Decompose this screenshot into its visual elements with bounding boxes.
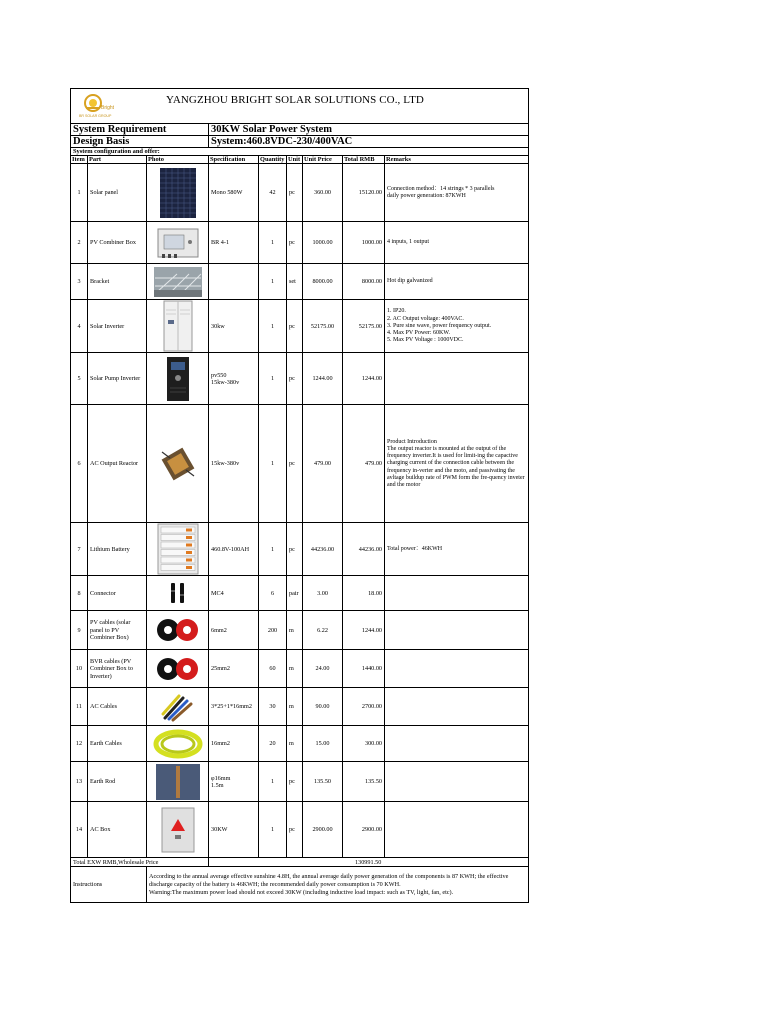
remark-line: Total power：46KWH — [387, 545, 443, 552]
quantity: 1 — [259, 802, 287, 858]
table-row — [71, 688, 529, 726]
earth-rod-photo — [149, 763, 206, 801]
remark-line: 4 inputs, 1 output — [387, 239, 430, 246]
quantity: 1 — [259, 405, 287, 523]
remark-line: 2. AC Output voltage: 400VAC. — [387, 315, 464, 322]
ac-box-photo — [149, 807, 206, 853]
unit-price: 360.00 — [303, 164, 343, 222]
total-rmb: 52175.00 — [343, 300, 385, 353]
column-header: Unit — [287, 156, 303, 164]
quotation-sheet — [70, 88, 528, 903]
specification: 3*25+1*16mm2 — [209, 688, 259, 726]
total-rmb: 300.00 — [343, 726, 385, 762]
part-name: PV cables (solar panel to PV Combiner Box) — [88, 611, 147, 650]
unit: pc — [287, 353, 303, 405]
unit-price: 15.00 — [303, 726, 343, 762]
unit: pc — [287, 164, 303, 222]
item-number: 6 — [71, 405, 88, 523]
remarks — [385, 264, 529, 300]
total-rmb: 15120.00 — [343, 164, 385, 222]
remark-line: Product Introduction — [387, 438, 437, 445]
unit-price: 90.00 — [303, 688, 343, 726]
unit: pc — [287, 802, 303, 858]
remarks — [385, 762, 529, 802]
inverter-photo — [149, 300, 206, 352]
unit: pc — [287, 222, 303, 264]
part-name: Solar panel — [88, 164, 147, 222]
pv-cable-photo — [149, 615, 206, 645]
ac-cable-photo — [149, 692, 206, 722]
specification-line: 15kw-380v — [211, 378, 240, 386]
part-name: Bracket — [88, 264, 147, 300]
remarks — [385, 353, 529, 405]
specification: 25mm2 — [209, 650, 259, 688]
remarks — [385, 576, 529, 611]
item-number: 1 — [71, 164, 88, 222]
table-row — [71, 726, 529, 762]
company-logo — [77, 92, 117, 120]
part-name: Solar Inverter — [88, 300, 147, 353]
column-header-row — [71, 156, 529, 164]
column-header: Quantity — [260, 156, 285, 163]
logo-text: BR SOLAR GROUP — [79, 114, 112, 118]
item-number: 4 — [71, 300, 88, 353]
remark-line: 1. IP20. — [387, 308, 406, 315]
specification: 6mm2 — [209, 611, 259, 650]
unit-price: 2900.00 — [303, 802, 343, 858]
remark-line: 4. Max PV Power: 60KW. — [387, 330, 451, 336]
combiner-box-photo — [149, 227, 206, 259]
unit: pc — [287, 300, 303, 353]
unit-price: 1244.00 — [303, 353, 343, 405]
part-name: Connector — [88, 576, 147, 611]
photo-cell — [147, 523, 209, 576]
quantity: 42 — [259, 164, 287, 222]
column-header: Part — [88, 156, 147, 164]
title-row — [71, 89, 529, 124]
total-rmb: 2900.00 — [343, 802, 385, 858]
unit: m — [287, 650, 303, 688]
remarks — [385, 164, 529, 222]
table-row — [71, 300, 529, 353]
unit: pc — [287, 762, 303, 802]
unit: m — [287, 611, 303, 650]
unit: pc — [287, 523, 303, 576]
instructions-line: Warning:The maximum power load should not exceed 30KW (including inductive load impact: such as TV, light, fan, etc). — [149, 888, 454, 896]
table-row — [71, 353, 529, 405]
total-rmb: 1244.00 — [343, 353, 385, 405]
specification: MC4 — [209, 576, 259, 611]
unit: set — [287, 264, 303, 300]
total-rmb: 479.00 — [343, 405, 385, 523]
table-row — [71, 222, 529, 264]
total-rmb: 8000.00 — [343, 264, 385, 300]
item-number: 7 — [71, 523, 88, 576]
table-row — [71, 762, 529, 802]
photo-cell — [147, 405, 209, 523]
remarks — [385, 523, 529, 576]
item-number: 10 — [71, 650, 88, 688]
remarks — [385, 222, 529, 264]
table-row — [71, 164, 529, 222]
remark-line: Hot dip galvanized — [387, 278, 433, 285]
table-row — [71, 802, 529, 858]
item-number: 11 — [71, 688, 88, 726]
remarks — [385, 650, 529, 688]
quantity: 200 — [259, 611, 287, 650]
photo-cell — [147, 222, 209, 264]
photo-cell — [147, 726, 209, 762]
bracket-photo — [149, 266, 206, 298]
unit-price: 24.00 — [303, 650, 343, 688]
item-number: 3 — [71, 264, 88, 300]
table-row — [71, 650, 529, 688]
part-name: BVR cables (PV Combiner Box to Inverter) — [88, 650, 147, 688]
quotation-table — [70, 88, 529, 903]
item-number: 2 — [71, 222, 88, 264]
total-rmb: 1244.00 — [343, 611, 385, 650]
specification — [209, 762, 259, 802]
part-name: Earth Rod — [88, 762, 147, 802]
items-body — [71, 164, 529, 858]
quantity: 60 — [259, 650, 287, 688]
total-value: 130991.50 — [209, 858, 529, 867]
instructions-label: Instructions — [71, 867, 147, 903]
company-name: YANGZHOU BRIGHT SOLAR SOLUTIONS CO., LTD — [166, 94, 424, 106]
part-name: Solar Pump Inverter — [88, 353, 147, 405]
table-row — [71, 611, 529, 650]
remark-line: The output reactor is mounted at the output of the frequency inverter.It is used for limit-ing the capactive — [387, 445, 518, 460]
requirement-value: 30KW Solar Power System — [209, 124, 529, 136]
requirement-label: System Requirement — [71, 124, 209, 136]
part-name: Lithium Battery — [88, 523, 147, 576]
photo-cell — [147, 164, 209, 222]
specification: 16mm2 — [209, 726, 259, 762]
quantity: 1 — [259, 222, 287, 264]
unit-price: 135.50 — [303, 762, 343, 802]
logo-mark-text: Bright — [101, 105, 115, 111]
unit-price: 6.22 — [303, 611, 343, 650]
total-rmb: 135.50 — [343, 762, 385, 802]
remarks — [385, 726, 529, 762]
specification: 460.8V-100AH — [209, 523, 259, 576]
quantity: 1 — [259, 264, 287, 300]
quantity: 1 — [259, 762, 287, 802]
specification-line: pv550 — [211, 371, 227, 379]
total-rmb: 1440.00 — [343, 650, 385, 688]
unit-price: 3.00 — [303, 576, 343, 611]
photo-cell — [147, 802, 209, 858]
part-name: PV Combiner Box — [88, 222, 147, 264]
table-row — [71, 405, 529, 523]
photo-cell — [147, 762, 209, 802]
specification: 30KW — [209, 802, 259, 858]
part-name: AC Cables — [88, 688, 147, 726]
item-number: 12 — [71, 726, 88, 762]
part-name: AC Output Reactor — [88, 405, 147, 523]
column-header: Item — [71, 156, 88, 164]
remarks — [385, 688, 529, 726]
total-label: Total EXW RMB,Wholesale Price — [71, 858, 209, 867]
photo-cell — [147, 650, 209, 688]
item-number: 5 — [71, 353, 88, 405]
quantity: 1 — [259, 353, 287, 405]
part-name: Earth Cables — [88, 726, 147, 762]
photo-cell — [147, 300, 209, 353]
solar-panel-photo — [149, 167, 206, 219]
remark-line: Connection method：14 strings * 3 parallels — [387, 185, 495, 192]
part-name: AC Box — [88, 802, 147, 858]
specification — [209, 353, 259, 405]
specification: 15kw-380v — [209, 405, 259, 523]
specification: 30kw — [209, 300, 259, 353]
remark-line: 5. Max PV Voltage : 1000VDC. — [387, 337, 464, 344]
remark-line: charging current of the connection cable between the — [387, 460, 514, 467]
photo-cell — [147, 576, 209, 611]
column-header: Total RMB — [343, 156, 385, 164]
column-header: Photo — [147, 156, 209, 164]
quantity: 20 — [259, 726, 287, 762]
bvr-cable-photo — [149, 654, 206, 684]
unit: m — [287, 726, 303, 762]
remarks — [385, 611, 529, 650]
column-header: Unit Price — [303, 156, 343, 164]
table-row — [71, 576, 529, 611]
total-rmb: 18.00 — [343, 576, 385, 611]
earth-cable-photo — [149, 729, 206, 759]
pump-inverter-photo — [149, 356, 206, 402]
unit: m — [287, 688, 303, 726]
battery-photo — [149, 523, 206, 575]
unit-price: 8000.00 — [303, 264, 343, 300]
photo-cell — [147, 264, 209, 300]
item-number: 14 — [71, 802, 88, 858]
specification-line: 1.5m — [211, 781, 224, 789]
instructions-text — [147, 867, 529, 903]
specification: Mono 580W — [209, 164, 259, 222]
photo-cell — [147, 688, 209, 726]
unit-price: 44236.00 — [303, 523, 343, 576]
remark-line: daily power generation: 87KWH — [387, 192, 466, 199]
unit-price: 52175.00 — [303, 300, 343, 353]
total-rmb: 44236.00 — [343, 523, 385, 576]
quantity: 1 — [259, 300, 287, 353]
photo-cell — [147, 353, 209, 405]
design-basis-label: Design Basis — [71, 136, 209, 148]
quantity: 30 — [259, 688, 287, 726]
unit-price: 479.00 — [303, 405, 343, 523]
column-header: Remarks — [385, 156, 529, 164]
quantity: 6 — [259, 576, 287, 611]
remark-line: 3. Pure sine wave, power frequency output. — [387, 322, 492, 329]
remarks — [385, 300, 529, 353]
specification — [209, 264, 259, 300]
instructions-line: According to the annual average effective sunshine 4.8H, the annual average daily power generation of the components is 87 KWH; the effective discharge capacity of the battery is 46KWH; the recommended daily power consumption is 70 KWH. — [149, 872, 509, 888]
remarks — [385, 405, 529, 523]
unit: pc — [287, 405, 303, 523]
specification-line: φ16mm — [211, 774, 231, 782]
item-number: 8 — [71, 576, 88, 611]
design-basis-value: System:460.8VDC-230/400VAC — [209, 136, 529, 148]
remarks — [385, 802, 529, 858]
remark-line: frequency in-verter and the moto, and passivating the — [387, 467, 515, 474]
photo-cell — [147, 611, 209, 650]
item-number: 9 — [71, 611, 88, 650]
connector-photo — [149, 580, 206, 606]
specification: BR 4-1 — [209, 222, 259, 264]
unit: pair — [287, 576, 303, 611]
config-label: System configuration and offer: — [71, 148, 529, 156]
item-number: 13 — [71, 762, 88, 802]
column-header: Specification — [209, 156, 259, 164]
total-rmb: 1000.00 — [343, 222, 385, 264]
table-row — [71, 523, 529, 576]
quantity: 1 — [259, 523, 287, 576]
remark-line: avltage buildup rate of PWM form the fre-quency inveter and the motor — [387, 474, 525, 488]
table-row — [71, 264, 529, 300]
reactor-photo — [149, 442, 206, 486]
total-rmb: 2700.00 — [343, 688, 385, 726]
unit-price: 1000.00 — [303, 222, 343, 264]
